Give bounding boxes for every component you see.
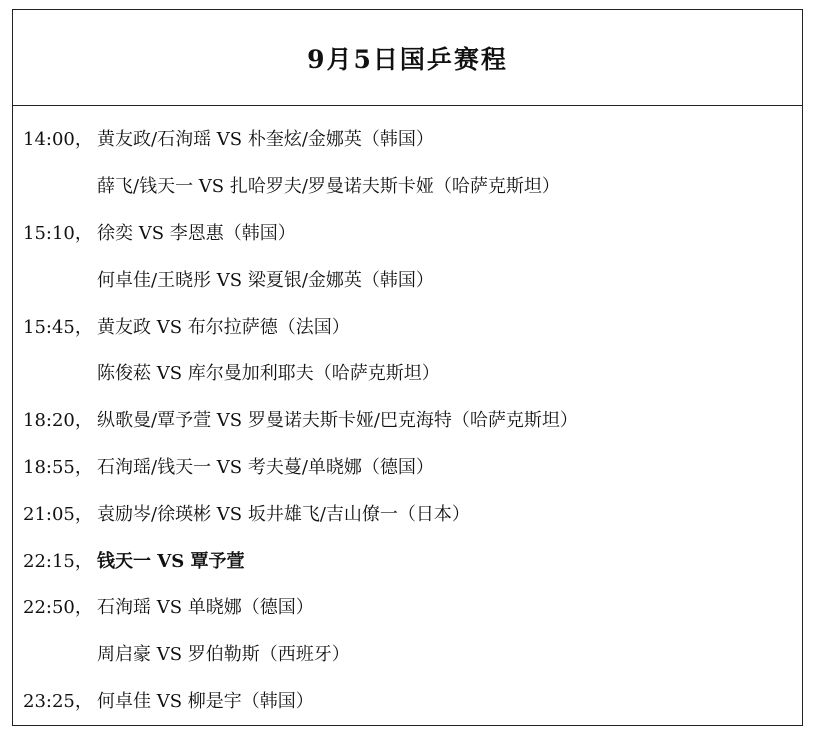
- schedule-row: [23, 255, 792, 302]
- match-time: 18:20，: [23, 410, 93, 432]
- schedule-row: [23, 489, 792, 536]
- match-description: 钱天一 VS 覃予萱: [97, 550, 245, 572]
- match-time: 21:05，: [23, 503, 93, 525]
- match-description: 陈俊菘 VS 库尔曼加利耶夫（哈萨克斯坦）: [97, 363, 440, 385]
- match-description: 何卓佳 VS 柳是宇（韩国）: [97, 690, 314, 712]
- match-time: 23:25，: [23, 690, 93, 712]
- schedule-row: [23, 677, 792, 724]
- schedule-row: [23, 396, 792, 443]
- match-description: 薛飞/钱天一 VS 扎哈罗夫/罗曼诺夫斯卡娅（哈萨克斯坦）: [97, 176, 560, 198]
- match-description: 徐奕 VS 李恩惠（韩国）: [97, 222, 296, 244]
- schedule-list: [23, 115, 792, 723]
- schedule-row: [23, 302, 792, 349]
- schedule-row: [23, 115, 792, 162]
- match-description: 袁励岑/徐瑛彬 VS 坂井雄飞/吉山僚一（日本）: [97, 503, 470, 525]
- match-description: 何卓佳/王晓彤 VS 梁夏银/金娜英（韩国）: [97, 269, 434, 291]
- match-description: 石洵瑶 VS 单晓娜（德国）: [97, 597, 314, 619]
- match-description: 周启豪 VS 罗伯勒斯（西班牙）: [97, 644, 350, 666]
- match-time: 14:00，: [23, 129, 93, 151]
- match-time: 18:55，: [23, 456, 93, 478]
- schedule-row: [23, 349, 792, 396]
- match-description: 黄友政/石洵瑶 VS 朴奎炫/金娜英（韩国）: [97, 129, 434, 151]
- match-time: 22:50，: [23, 597, 93, 619]
- schedule-row: [23, 536, 792, 583]
- match-time: 22:15，: [23, 550, 93, 572]
- schedule-row: [23, 443, 792, 490]
- match-description: 石洵瑶/钱天一 VS 考夫蔓/单晓娜（德国）: [97, 456, 434, 478]
- page-title: 9月5日国乒赛程: [307, 44, 508, 74]
- schedule-row: [23, 583, 792, 630]
- match-time: 15:45，: [23, 316, 93, 338]
- schedule-table: [12, 9, 803, 726]
- match-description: 纵歌曼/覃予萱 VS 罗曼诺夫斯卡娅/巴克海特（哈萨克斯坦）: [97, 410, 578, 432]
- schedule-row: [23, 630, 792, 677]
- match-description: 黄友政 VS 布尔拉萨德（法国）: [97, 316, 350, 338]
- schedule-row: [23, 162, 792, 209]
- schedule-row: [23, 209, 792, 256]
- match-time: 15:10，: [23, 222, 93, 244]
- table-header: [13, 10, 802, 106]
